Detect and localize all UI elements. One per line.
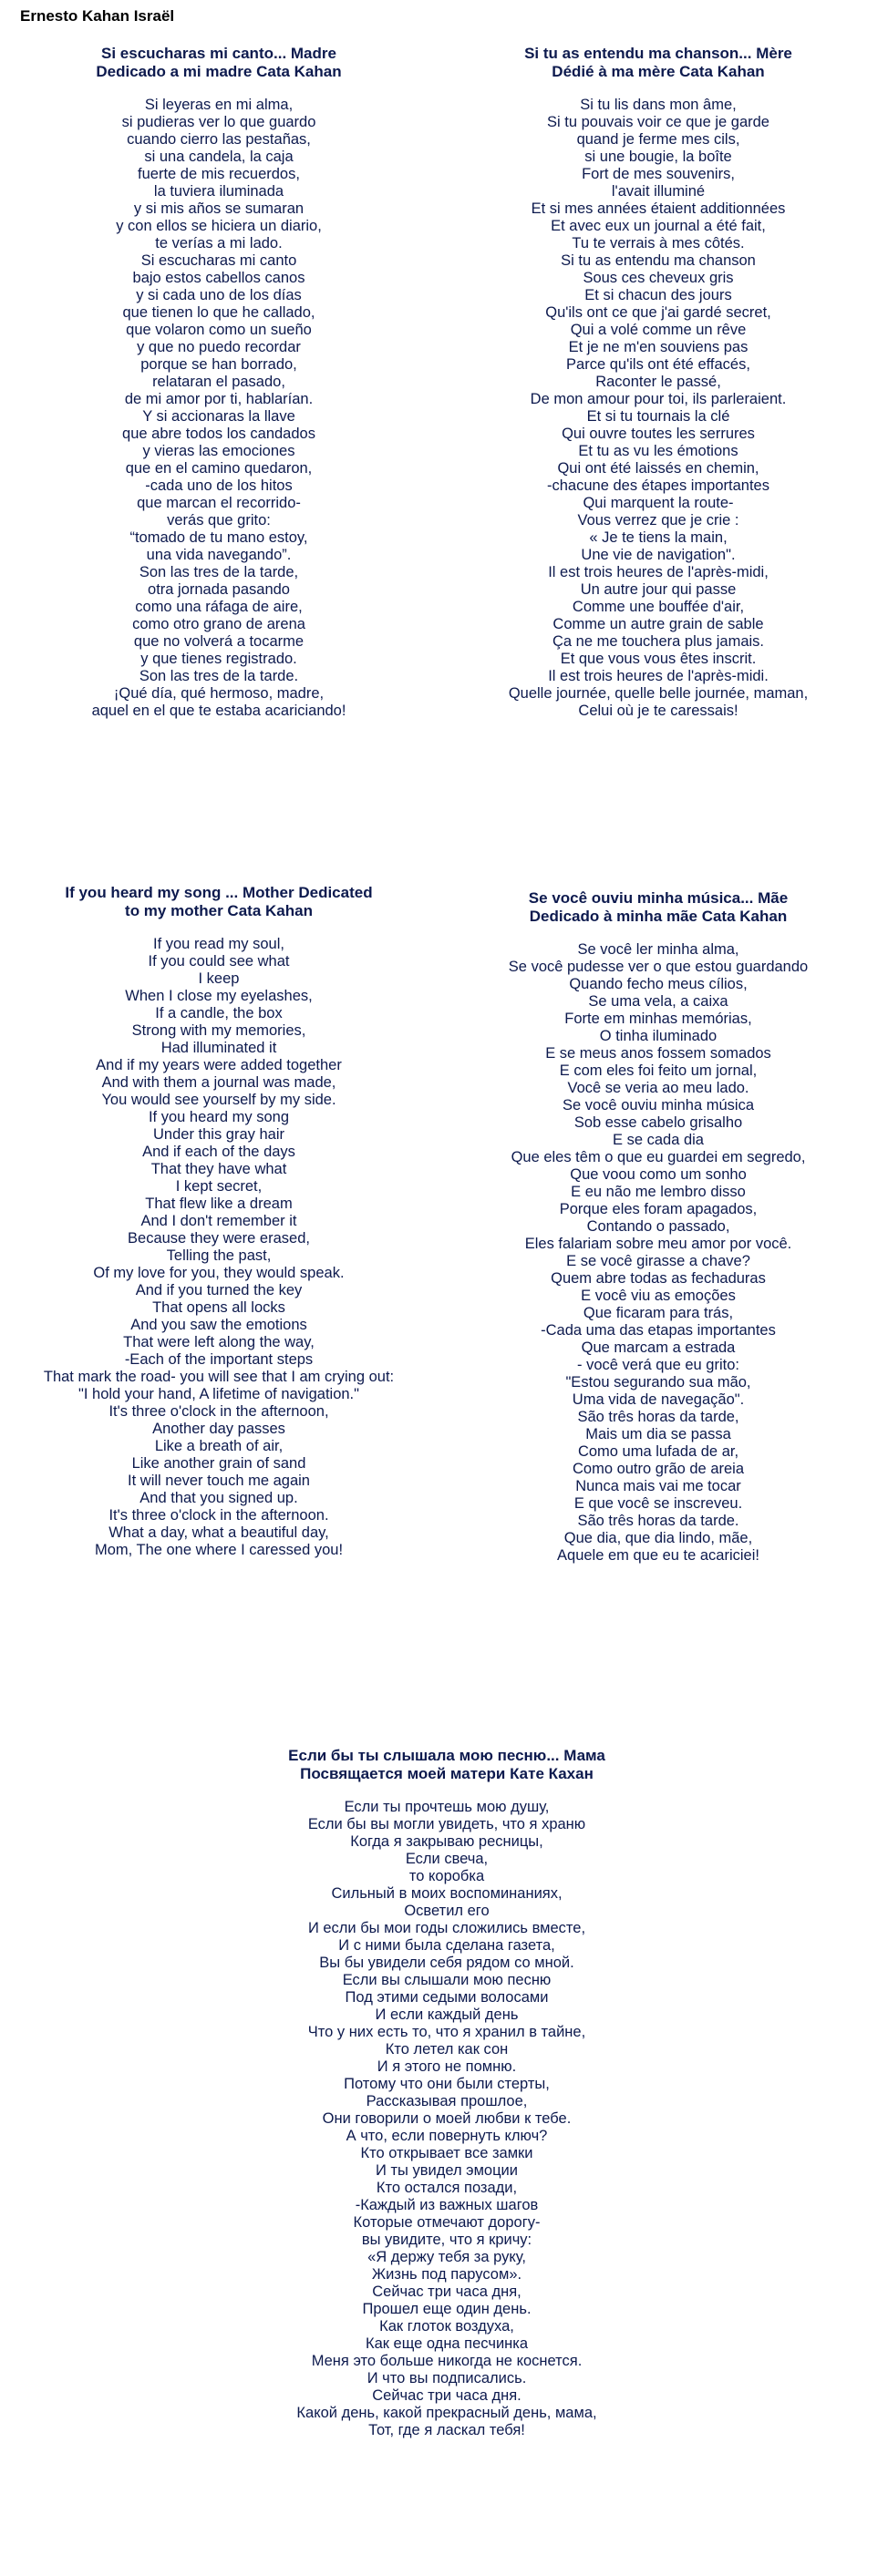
poem-line: E se cada dia — [613, 1132, 704, 1148]
poem-line: Tu te verrais à mes côtés. — [572, 235, 745, 251]
poem-line: Et avec eux un journal a été fait, — [551, 218, 766, 234]
poem-line: Se você ouviu minha música — [562, 1097, 755, 1114]
poem-line: Mais um dia se passa — [585, 1426, 731, 1442]
poem-line: Если вы слышали мою песню — [342, 1972, 552, 1988]
poem-line: Of my love for you, they would speak. — [93, 1265, 345, 1281]
poem-line: И с ними была сделана газета, — [338, 1937, 555, 1954]
poem-line: una vida navegando”. — [146, 547, 292, 563]
poem-line: Il est trois heures de l'après-midi. — [548, 668, 769, 684]
poem-line: That were left along the way, — [123, 1334, 315, 1350]
poem-line: Тот, где я ласкал тебя! — [368, 2422, 525, 2438]
poem-line: Меня это больше никогда не коснется. — [311, 2353, 583, 2369]
poem-line: И я этого не помню. — [377, 2058, 517, 2075]
poem-line: Qui ont été laissés en chemin, — [557, 460, 759, 477]
poem-line: E se meus anos fossem somados — [545, 1045, 771, 1062]
poem-line: -Each of the important steps — [124, 1351, 314, 1368]
poem-line: You would see yourself by my side. — [101, 1092, 336, 1108]
poem-line: O tinha iluminado — [599, 1028, 718, 1044]
poem-line: И если бы мои годы сложились вместе, — [307, 1920, 586, 1936]
poem-line: quand je ferme mes cils, — [576, 131, 740, 148]
poem-body — [458, 941, 859, 1565]
poem-line: otra jornada pasando — [148, 581, 290, 598]
poem-title — [458, 889, 859, 926]
poem-line: And with them a journal was made, — [101, 1074, 336, 1091]
poem-line: Il est trois heures de l'après-midi, — [548, 564, 769, 580]
poem-line: Y si accionaras la llave — [142, 408, 295, 425]
poem-line: Quelle journée, quelle belle journée, maman, — [508, 685, 809, 702]
poem-line: Et si tu tournais la clé — [586, 408, 730, 425]
poem-line: Eles falariam sobre meu amor por você. — [524, 1236, 792, 1252]
poem-line: De mon amour pour toi, ils parleraient. — [530, 391, 787, 407]
poem-line: Como uma lufada de ar, — [577, 1443, 739, 1460]
poem-line: que en el camino quedaron, — [125, 460, 313, 477]
poem-line: Сейчас три часа дня. — [372, 2387, 521, 2404]
poem-line: Mom, The one where I caressed you! — [94, 1542, 344, 1558]
poem-line: Si tu pouvais voir ce que je garde — [547, 114, 769, 130]
poem-line: E você viu as emoções — [581, 1288, 736, 1304]
poem-title — [458, 45, 859, 81]
poem-line: ¡Qué día, qué hermoso, madre, — [113, 685, 325, 702]
poem-line: Se você ler minha alma, — [577, 941, 739, 958]
poem-line: And I don't remember it — [140, 1213, 297, 1229]
poem-line: Uma vida de navegação". — [572, 1391, 745, 1408]
poem-line: And if my years were added together — [96, 1057, 342, 1073]
poem-line: Si leyeras en mi alma, — [144, 97, 294, 113]
poem-line: Fort de mes souvenirs, — [582, 166, 735, 182]
poem-line: Что у них есть то, что я хранил в тайне, — [307, 2024, 586, 2040]
poem-line: вы увидите, что я кричу: — [361, 2232, 532, 2248]
poem-body — [210, 1799, 684, 2439]
poem-line: That flew like a dream — [145, 1196, 293, 1212]
poem-line: «Я держу тебя за руку, — [367, 2249, 526, 2265]
poem-line: E se você girasse a chave? — [566, 1253, 750, 1269]
poem-line: And if you turned the key — [135, 1282, 303, 1298]
poem-portuguese — [458, 889, 859, 1565]
poem-title-line: Посвящается моей матери Кате Кахан — [300, 1765, 594, 1782]
poem-title-line: Si tu as entendu ma chanson... Mère — [524, 45, 792, 62]
poem-line: que no volverá a tocarme — [133, 633, 305, 650]
poem-line: Которые отмечают дорогу- — [353, 2214, 541, 2231]
poem-line: Nunca mais vai me tocar — [575, 1478, 741, 1494]
poem-body — [18, 97, 419, 720]
poem-line: That opens all locks — [152, 1299, 285, 1316]
poem-line: Какой день, какой прекрасный день, мама, — [296, 2405, 597, 2421]
poem-title-line: Если бы ты слышала мою песню... Мама — [288, 1747, 605, 1764]
poem-line: Ça ne me touchera plus jamais. — [552, 633, 765, 650]
poem-line: If you read my soul, — [153, 936, 284, 952]
poem-line: y que tienes registrado. — [140, 651, 297, 667]
poem-title — [210, 1747, 684, 1783]
poem-line: And if each of the days — [142, 1144, 295, 1160]
poem-line: cuando cierro las pestañas, — [127, 131, 311, 148]
poem-line: Прошел еще один день. — [362, 2301, 532, 2317]
poem-line: Vous verrez que je crie : — [577, 512, 739, 529]
poem-line: It's three o'clock in the afternoon, — [108, 1403, 329, 1420]
poem-line: Une vie de navigation". — [581, 547, 736, 563]
poem-line: Et si chacun des jours — [584, 287, 732, 303]
poem-title-line: Si escucharas mi canto... Madre — [101, 45, 336, 62]
poem-line: Qui ouvre toutes les serrures — [562, 426, 755, 442]
poem-line: "I hold your hand, A lifetime of navigation." — [78, 1386, 359, 1402]
poem-line: Осветил его — [404, 1903, 490, 1919]
poem-line: como una ráfaga de aire, — [135, 599, 303, 615]
poem-line: aquel en el que te estaba acariciando! — [91, 703, 346, 719]
poem-body — [458, 97, 859, 720]
poem-line: И что вы подписались. — [367, 2370, 527, 2386]
poem-line: Если бы вы могли увидеть, что я храню — [307, 1816, 586, 1832]
poem-line: si una candela, la caja — [144, 149, 294, 165]
poem-line: It's three o'clock in the afternoon. — [108, 1507, 329, 1524]
poem-line: Если ты прочтешь мою душу, — [344, 1799, 550, 1815]
poem-line: Un autre jour qui passe — [580, 581, 737, 598]
poem-line: то коробка — [408, 1868, 485, 1884]
poem-line: Quando fecho meus cílios, — [569, 976, 748, 992]
poem-line: -Каждый из важных шагов — [355, 2197, 539, 2213]
poem-line: relataran el pasado, — [152, 374, 285, 390]
poem-line: If you could see what — [148, 953, 290, 970]
poem-line: Que eles têm o que eu guardei em segredo, — [511, 1149, 806, 1165]
poem-line: la tuviera iluminada — [153, 183, 284, 200]
poem-line: Если свеча, — [405, 1851, 489, 1867]
poem-line: Telling the past, — [166, 1247, 272, 1264]
poem-line: If you heard my song — [148, 1109, 290, 1125]
poem-french — [458, 45, 859, 720]
poem-line: Рассказывая прошлое, — [366, 2093, 528, 2109]
author-name: Ernesto Kahan Israël — [20, 7, 175, 25]
poem-line: « Je te tiens la main, — [589, 529, 728, 546]
poem-line: And you saw the emotions — [130, 1317, 307, 1333]
poem-line: Que dia, que dia lindo, mãe, — [563, 1530, 753, 1546]
poem-line: Comme une bouffée d'air, — [572, 599, 745, 615]
poem-line: Потому что они были стерты, — [344, 2076, 550, 2092]
poem-line: Quem abre todas as fechaduras — [551, 1270, 766, 1287]
poem-line: Like another grain of sand — [131, 1455, 306, 1472]
poem-line: Как глоток воздуха, — [379, 2318, 514, 2335]
poem-line: bajo estos cabellos canos — [132, 270, 305, 286]
poem-line: That they have what — [150, 1161, 287, 1177]
poem-line: Aquele em que eu te acariciei! — [557, 1547, 759, 1564]
poem-line: Si escucharas mi canto — [140, 252, 297, 269]
poem-title — [18, 884, 419, 920]
poem-line: Qui marquent la route- — [583, 495, 734, 511]
poem-line: Contando o passado, — [586, 1218, 730, 1235]
poem-line: И ты увидел эмоции — [376, 2162, 518, 2179]
poem-line: de mi amor por ti, hablarían. — [124, 391, 314, 407]
poem-line: que abre todos los candados — [122, 426, 315, 442]
poem-title-line: Se você ouviu minha música... Mãe — [528, 889, 789, 907]
poem-line: como otro grano de arena — [132, 616, 305, 632]
poem-line: Forte em minhas memórias, — [564, 1011, 752, 1027]
poem-line: Que ficaram para trás, — [583, 1305, 734, 1321]
poem-spanish — [18, 45, 419, 720]
poem-line: verás que grito: — [167, 512, 271, 529]
poem-line: Celui où je te caressais! — [578, 703, 738, 719]
poem-line: I keep — [198, 970, 240, 987]
poem-line: E eu não me lembro disso — [571, 1184, 746, 1200]
poem-line: "Estou segurando sua mão, — [565, 1374, 751, 1391]
poem-line: Жизнь под парусом». — [371, 2266, 522, 2283]
poem-line: Under this gray hair — [153, 1126, 284, 1143]
poem-line: -cada uno de los hitos — [145, 477, 293, 494]
poem-title-line: If you heard my song ... Mother Dedicated — [65, 884, 373, 901]
poem-line: Qui a volé comme un rêve — [570, 322, 747, 338]
poem-line: y si cada uno de los días — [136, 287, 302, 303]
poem-line: y que no puedo recordar — [137, 339, 301, 355]
poem-line: И если каждый день — [375, 2006, 519, 2023]
poem-line: Son las tres de la tarde. — [139, 668, 299, 684]
poem-line: Another day passes — [152, 1421, 285, 1437]
poem-line: Si tu lis dans mon âme, — [580, 97, 737, 113]
poem-line: que marcan el recorrido- — [137, 495, 301, 511]
poem-line: Se uma vela, a caixa — [588, 993, 728, 1010]
poem-line: Raconter le passé, — [595, 374, 721, 390]
poem-line: fuerte de mis recuerdos, — [138, 166, 300, 182]
poem-line: I kept secret, — [175, 1178, 263, 1195]
poem-line: Like a breath of air, — [154, 1438, 284, 1454]
poem-title-line: Dedicado à minha mãe Cata Kahan — [529, 908, 788, 925]
poem-line: -Cada uma das etapas importantes — [541, 1322, 776, 1339]
poem-line: Et je ne m'en souviens pas — [568, 339, 749, 355]
poem-line: Son las tres de la tarde, — [139, 564, 299, 580]
poem-title-line: Dédié à ma mère Cata Kahan — [552, 63, 765, 80]
poem-line: porque se han borrado, — [140, 356, 297, 373]
poem-line: Si tu as entendu ma chanson — [561, 252, 756, 269]
poem-line: E que você se inscreveu. — [573, 1495, 743, 1512]
poem-line: Как еще одна песчинка — [365, 2335, 529, 2352]
poem-line: Parce qu'ils ont été effacés, — [566, 356, 750, 373]
poem-line: y con ellos se hiciera un diario, — [116, 218, 322, 234]
poem-line: That mark the road- you will see that I am crying out: — [43, 1369, 395, 1385]
poem-line: que volaron como un sueño — [126, 322, 312, 338]
poem-line: Et tu as vu les émotions — [578, 443, 738, 459]
poem-line: If a candle, the box — [155, 1005, 283, 1021]
poem-line: Кто открывает все замки — [360, 2145, 533, 2161]
poem-line: It will never touch me again — [128, 1473, 310, 1489]
poem-line: And that you signed up. — [139, 1490, 298, 1506]
poem-line: Et que vous vous êtes inscrit. — [560, 651, 757, 667]
poem-line: Под этими седыми волосами — [345, 1989, 549, 2006]
poem-line: Como outro grão de areia — [572, 1461, 745, 1477]
poem-line: y si mis años se sumaran — [133, 200, 305, 217]
poem-line: si une bougie, la boîte — [584, 149, 732, 165]
poem-line: What a day, what a beautiful day, — [108, 1524, 329, 1541]
poem-title-line: to my mother Cata Kahan — [125, 902, 313, 919]
poem-body — [18, 936, 419, 1559]
poem-title — [18, 45, 419, 81]
poem-line: Had illuminated it — [160, 1040, 277, 1056]
poem-line: Сильный в моих воспоминаниях, — [331, 1885, 563, 1902]
poem-line: -chacune des étapes importantes — [547, 477, 769, 494]
poem-line: Они говорили о моей любви к тебе. — [322, 2110, 572, 2127]
poem-line: Because they were erased, — [128, 1230, 310, 1247]
poem-english — [18, 884, 419, 1559]
poem-line: Qu'ils ont ce que j'ai gardé secret, — [545, 304, 771, 321]
poem-line: Que voou como um sonho — [570, 1166, 747, 1183]
poem-line: Кто остался позади, — [376, 2180, 518, 2196]
poem-line: l'avait illuminé — [611, 183, 706, 200]
poem-line: Você se veria ao meu lado. — [567, 1080, 749, 1096]
poem-line: А что, если повернуть ключ? — [346, 2128, 548, 2144]
poem-line: Et si mes années étaient additionnées — [531, 200, 786, 217]
poem-line: Sob esse cabelo grisalho — [573, 1114, 743, 1131]
poem-line: Porque eles foram apagados, — [559, 1201, 758, 1217]
poem-line: Que marcam a estrada — [581, 1339, 736, 1356]
poem-line: Sous ces cheveux gris — [583, 270, 734, 286]
poem-line: São três horas da tarde. — [577, 1513, 739, 1529]
poem-line: Вы бы увидели себя рядом со мной. — [319, 1955, 574, 1971]
poem-line: E com eles foi feito um jornal, — [559, 1062, 758, 1079]
poem-line: te verías a mi lado. — [155, 235, 283, 251]
poem-line: que tienen lo que he callado, — [122, 304, 315, 321]
poem-line: y vieras las emociones — [142, 443, 295, 459]
poem-line: Strong with my memories, — [131, 1022, 306, 1039]
poem-line: Se você pudesse ver o que estou guardando — [508, 959, 809, 975]
poem-line: Сейчас три часа дня, — [372, 2284, 521, 2300]
poem-line: “tomado de tu mano estoy, — [129, 529, 308, 546]
poem-line: Когда я закрываю ресницы, — [350, 1833, 543, 1850]
poem-line: Comme un autre grain de sable — [552, 616, 764, 632]
poem-line: si pudieras ver lo que guardo — [121, 114, 316, 130]
poem-line: Кто летел как сон — [385, 2041, 509, 2058]
poem-line: São três horas da tarde, — [577, 1409, 739, 1425]
poem-line: - você verá que eu grito: — [577, 1357, 739, 1373]
poem-line: When I close my eyelashes, — [125, 988, 313, 1004]
poem-russian — [210, 1747, 684, 2439]
poem-title-line: Dedicado a mi madre Cata Kahan — [96, 63, 342, 80]
